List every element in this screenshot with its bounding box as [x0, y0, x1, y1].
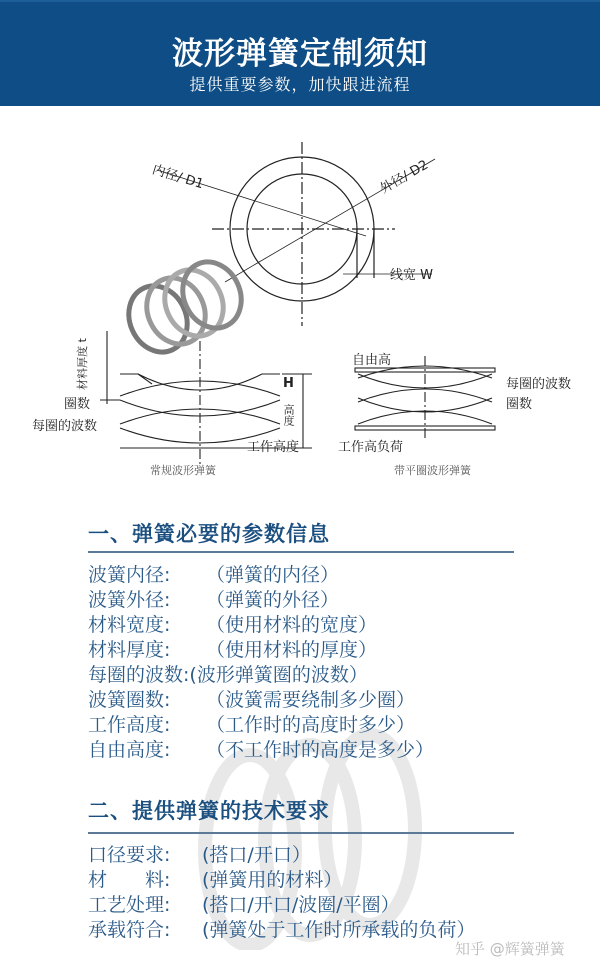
left-spring-caption: 常规波形弹簧 — [150, 464, 216, 477]
section2-title: 二、提供弹簧的技术要求 — [88, 799, 330, 823]
param-row: 波簧圈数: （波簧需要绕制多少圈） — [88, 689, 416, 711]
left-coil-count-label: 圈数 — [64, 397, 91, 412]
technical-drawing — [0, 106, 600, 496]
working-height-label: 工作高度 — [247, 440, 300, 455]
spring-diagram — [0, 106, 600, 496]
requirement-row: 承载符合: (弹簧处于工作时所承载的负荷） — [88, 919, 476, 941]
height-h-label: H — [283, 376, 294, 391]
right-coil-count-label: 圈数 — [506, 397, 533, 412]
outer-diameter-label: 外径/ D2 — [377, 157, 432, 197]
section1-divider — [88, 551, 514, 553]
page-header — [0, 0, 600, 106]
free-height-label: 自由高 — [352, 353, 392, 368]
param-row: 材料厚度: （使用材料的厚度） — [88, 639, 378, 661]
section2-divider — [88, 832, 514, 834]
working-load-label: 工作高负荷 — [338, 440, 404, 455]
param-row: 工作高度: （工作时的高度时多少） — [88, 714, 416, 736]
page-subtitle: 提供重要参数，加快跟进流程 — [189, 75, 411, 94]
param-row: 每圈的波数:(波形弹簧圈的波数） — [88, 664, 368, 686]
requirement-row: 工艺处理: (搭口/开口/波圈/平圈） — [88, 894, 400, 916]
right-waves-per-coil-label: 每圈的波数 — [506, 377, 572, 392]
watermark: 知乎 @辉簧弹簧 — [455, 940, 565, 958]
height-vertical-label: 高度 — [282, 404, 295, 426]
section1-title: 一、弹簧必要的参数信息 — [88, 522, 330, 546]
material-thickness-label: 材料厚度 t — [75, 338, 89, 390]
inner-diameter-label: 内径/ D1 — [150, 162, 206, 193]
right-spring-caption: 带平圈波形弹簧 — [394, 464, 471, 477]
param-row: 波簧外径: （弹簧的外径） — [88, 589, 340, 611]
param-row: 波簧内径: （弹簧的内径） — [88, 564, 340, 586]
requirement-row: 材 料: (弹簧用的材料） — [88, 869, 343, 891]
line-width-label: 线宽 W — [390, 268, 433, 283]
param-row: 自由高度: （不工作时的高度是多少） — [88, 739, 435, 761]
requirement-row: 口径要求: (搭口/开口） — [88, 844, 311, 866]
page-title: 波形弹簧定制须知 — [172, 36, 428, 72]
param-row: 材料宽度: （使用材料的宽度） — [88, 614, 378, 636]
left-waves-per-coil-label: 每圈的波数 — [32, 419, 98, 434]
